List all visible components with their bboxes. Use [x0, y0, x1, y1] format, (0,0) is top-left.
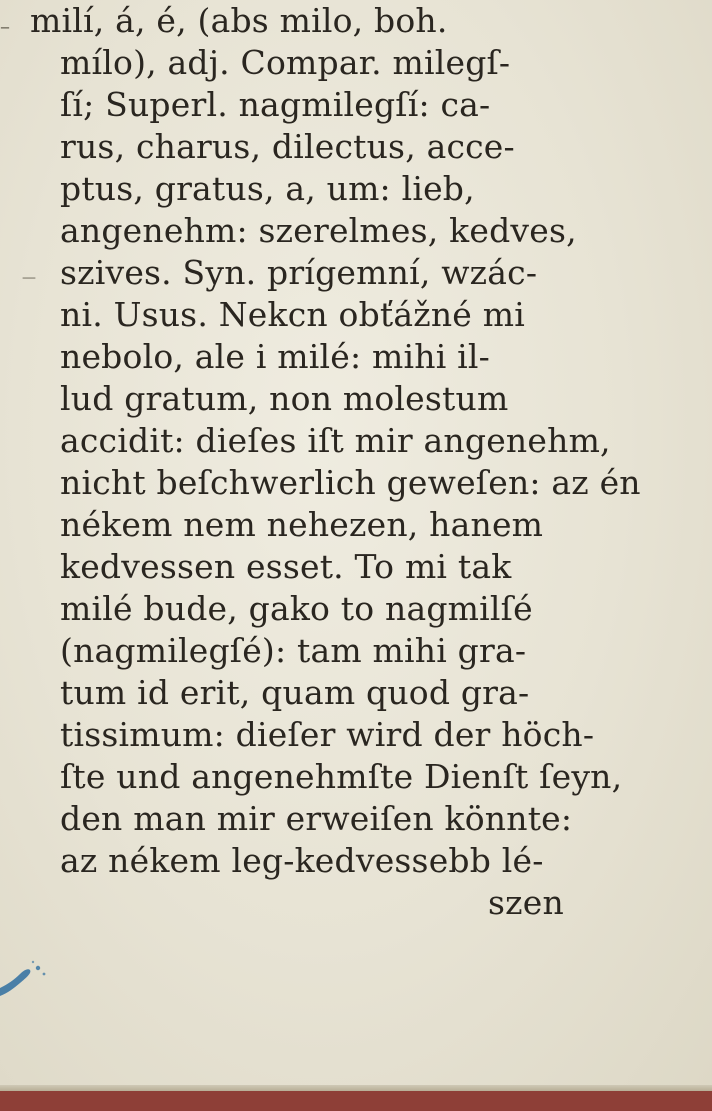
text-line: lud gratum, non molestum [60, 379, 509, 418]
text-line: rus, charus, dilectus, acce- [60, 127, 515, 166]
text-line: den man mir erweiſen könnte: [60, 799, 573, 838]
text-line: milé bude, gako to nagmilſé [60, 589, 533, 628]
text-line: nékem nem nehezen, hanem [60, 505, 544, 544]
text-line: milí, á, é, (abs milo, boh. [30, 1, 448, 40]
text-line: ſte und angenehmſte Dienſt ſeyn, [60, 757, 623, 796]
text-line: ſí; Superl. nagmilegſí: ca- [60, 85, 491, 124]
margin-dash-mark: — [22, 270, 36, 286]
text-line: tum id erit, quam quod gra- [60, 673, 530, 712]
text-line: kedvessen esset. To mi tak [60, 547, 512, 586]
text-line: angenehm: szerelmes, kedves, [60, 211, 577, 250]
background-strip [0, 1091, 712, 1111]
text-line: az nékem leg-kedvessebb lé- [60, 841, 544, 880]
text-line: (nagmilegſé): tam mihi gra- [60, 631, 527, 670]
text-line: nicht beſchwerlich geweſen: az én [60, 463, 641, 502]
text-line: tissimum: dieſer wird der höch- [60, 715, 595, 754]
text-line: ni. Usus. Nekcn obťážné mi [60, 295, 525, 334]
text-line: ptus, gratus, a, um: lieb, [60, 169, 475, 208]
ink-blot-mark [0, 958, 50, 1003]
text-line: szives. Syn. prígemní, wzác- [60, 253, 538, 292]
text-line: accidit: dieſes iſt mir angenehm, [60, 421, 611, 460]
text-line: nebolo, ale i milé: mihi il- [60, 337, 491, 376]
margin-dash-mark: – [0, 14, 10, 38]
text-line: szen [488, 883, 564, 922]
text-line: mílo), adj. Compar. milegſ- [60, 43, 511, 82]
